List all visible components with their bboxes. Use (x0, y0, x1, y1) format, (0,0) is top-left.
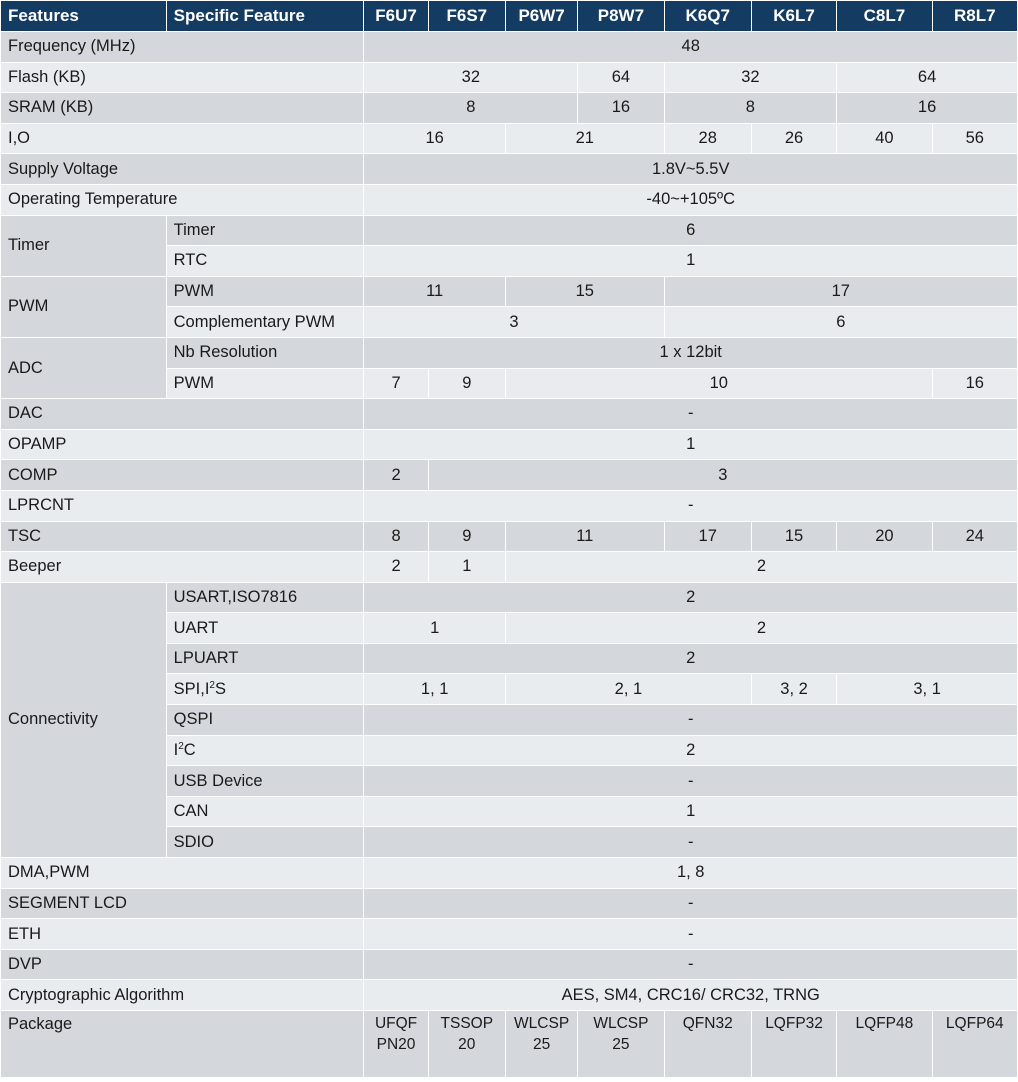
package-cell (837, 1011, 932, 1078)
package-line: PN20 (376, 1036, 416, 1053)
cell-value: 2 (364, 643, 1018, 674)
cell-value: 2 (364, 460, 428, 491)
feature-label: COMP (1, 460, 364, 491)
sub-feature-label: USB Device (166, 766, 364, 797)
package-line: LQFP48 (855, 1015, 914, 1032)
sub-feature-label: CAN (166, 796, 364, 827)
feature-label: DAC (1, 399, 364, 430)
cell-value: 2 (364, 582, 1018, 613)
cell-value: - (364, 919, 1018, 950)
table-row (1, 552, 1018, 583)
table-row (1, 582, 1018, 613)
table-row (1, 490, 1018, 521)
sub-feature-label: SDIO (166, 827, 364, 858)
cell-value: 1 (364, 613, 506, 644)
cell-value: 17 (664, 521, 751, 552)
feature-label: Cryptographic Algorithm (1, 980, 364, 1011)
cell-value: 1 (364, 796, 1018, 827)
package-line: 20 (458, 1036, 476, 1053)
cell-value: 8 (364, 93, 578, 124)
feature-label: OPAMP (1, 429, 364, 460)
cell-value: 8 (664, 93, 837, 124)
cell-value: - (364, 766, 1018, 797)
package-line: QFN32 (682, 1015, 733, 1032)
header-model: K6L7 (751, 1, 836, 32)
header-features: Features (1, 1, 167, 32)
cell-value: 20 (837, 521, 932, 552)
header-model: K6Q7 (664, 1, 751, 32)
label-text: SPI,I (173, 679, 210, 698)
cell-value: 32 (364, 62, 578, 93)
feature-label: PWM (1, 276, 167, 337)
cell-value: 32 (664, 62, 837, 93)
cell-value: 26 (751, 123, 836, 154)
table-row (1, 980, 1018, 1011)
sub-feature-label: PWM (166, 368, 364, 399)
package-cell (932, 1011, 1017, 1078)
sub-feature-label: RTC (166, 246, 364, 277)
sub-feature-label: Timer (166, 215, 364, 246)
cell-value: 11 (364, 276, 506, 307)
sub-feature-label: PWM (166, 276, 364, 307)
superscript: 2 (178, 740, 184, 752)
table-row (1, 184, 1018, 215)
header-model: F6U7 (364, 1, 428, 32)
cell-value: 2 (505, 552, 1017, 583)
cell-value: - (364, 949, 1018, 980)
sub-feature-label (166, 674, 364, 705)
label-text: C (183, 740, 196, 759)
table-row (1, 154, 1018, 185)
feature-label: ADC (1, 337, 167, 398)
cell-value: 8 (364, 521, 428, 552)
cell-value: 3 (428, 460, 1017, 491)
feature-label: DMA,PWM (1, 858, 364, 889)
cell-value: 2 (364, 552, 428, 583)
cell-value: 1 (364, 429, 1018, 460)
cell-value: 1.8V~5.5V (364, 154, 1018, 185)
cell-value: 16 (364, 123, 506, 154)
header-specific-feature: Specific Feature (166, 1, 364, 32)
cell-value: 1 (428, 552, 505, 583)
package-line: 25 (532, 1036, 551, 1053)
table-row (1, 276, 1018, 307)
label-text: I (173, 740, 179, 759)
package-line: LQFP64 (945, 1015, 1004, 1032)
cell-value: 2, 1 (505, 674, 751, 705)
cell-value: 64 (578, 62, 664, 93)
feature-label: Connectivity (1, 582, 167, 857)
table-row (1, 919, 1018, 950)
cell-value: -40~+105ºC (364, 184, 1018, 215)
table-row (1, 93, 1018, 124)
cell-value: 2 (364, 735, 1018, 766)
cell-value: 40 (837, 123, 932, 154)
cell-value: 3, 1 (837, 674, 1018, 705)
feature-label: ETH (1, 919, 364, 950)
table-row (1, 460, 1018, 491)
package-line: TSSOP (440, 1015, 494, 1032)
package-line: LQFP32 (765, 1015, 823, 1032)
cell-value: 10 (505, 368, 932, 399)
package-line: WLCSP (514, 1015, 570, 1032)
feature-label: Timer (1, 215, 167, 276)
cell-value: 24 (932, 521, 1017, 552)
header-model: P8W7 (578, 1, 664, 32)
table-row (1, 337, 1018, 368)
package-line: 25 (612, 1036, 630, 1053)
table-row (1, 123, 1018, 154)
package-cell (578, 1011, 664, 1078)
feature-label: Package (1, 1011, 364, 1078)
cell-value: - (364, 705, 1018, 736)
package-line: UFQF (374, 1015, 418, 1032)
cell-value: 21 (505, 123, 664, 154)
cell-value: 3, 2 (751, 674, 836, 705)
cell-value: 15 (751, 521, 836, 552)
package-cell (664, 1011, 751, 1078)
sub-feature-label: QSPI (166, 705, 364, 736)
feature-label: TSC (1, 521, 364, 552)
package-cell (428, 1011, 505, 1078)
feature-label: LPRCNT (1, 490, 364, 521)
feature-label: SEGMENT LCD (1, 888, 364, 919)
table-row (1, 521, 1018, 552)
cell-value: 9 (428, 368, 505, 399)
feature-label: Flash (KB) (1, 62, 364, 93)
cell-value: 64 (837, 62, 1018, 93)
label-text: S (214, 679, 226, 698)
sub-feature-label (166, 735, 364, 766)
cell-value: 56 (932, 123, 1017, 154)
header-model: P6W7 (505, 1, 577, 32)
feature-label: DVP (1, 949, 364, 980)
feature-label: SRAM (KB) (1, 93, 364, 124)
table-row (1, 32, 1018, 63)
sub-feature-label: LPUART (166, 643, 364, 674)
cell-value: 17 (664, 276, 1017, 307)
cell-value: - (364, 827, 1018, 858)
cell-value: 7 (364, 368, 428, 399)
cell-value: 1 x 12bit (364, 337, 1018, 368)
cell-value: 11 (505, 521, 664, 552)
sub-feature-label: UART (166, 613, 364, 644)
sub-feature-label: Nb Resolution (166, 337, 364, 368)
cell-value: 16 (932, 368, 1017, 399)
sub-feature-label: Complementary PWM (166, 307, 364, 338)
feature-label: Supply Voltage (1, 154, 364, 185)
table-row (1, 949, 1018, 980)
package-cell (751, 1011, 836, 1078)
table-row (1, 215, 1018, 246)
cell-value: 2 (505, 613, 1017, 644)
cell-value: 1 (364, 246, 1018, 277)
cell-value: - (364, 888, 1018, 919)
cell-value: 15 (505, 276, 664, 307)
header-model: R8L7 (932, 1, 1017, 32)
cell-value: 1, 1 (364, 674, 506, 705)
cell-value: 6 (664, 307, 1017, 338)
feature-label: Operating Temperature (1, 184, 364, 215)
feature-label: Beeper (1, 552, 364, 583)
table-row (1, 888, 1018, 919)
header-model: F6S7 (428, 1, 505, 32)
superscript: 2 (209, 679, 215, 691)
cell-value: 16 (578, 93, 664, 124)
package-cell (505, 1011, 577, 1078)
table-row (1, 1011, 1018, 1078)
feature-label: I,O (1, 123, 364, 154)
package-line: WLCSP (593, 1015, 649, 1032)
table-row (1, 62, 1018, 93)
cell-value: 1, 8 (364, 858, 1018, 889)
sub-feature-label: USART,ISO7816 (166, 582, 364, 613)
cell-value: 6 (364, 215, 1018, 246)
cell-value: - (364, 399, 1018, 430)
feature-label: Frequency (MHz) (1, 32, 364, 63)
header-row (1, 1, 1018, 32)
package-cell (364, 1011, 428, 1078)
header-model: C8L7 (837, 1, 932, 32)
cell-value: - (364, 490, 1018, 521)
table-row (1, 429, 1018, 460)
cell-value: 48 (364, 32, 1018, 63)
cell-value: AES, SM4, CRC16/ CRC32, TRNG (364, 980, 1018, 1011)
table-row (1, 858, 1018, 889)
cell-value: 16 (837, 93, 1018, 124)
table-row (1, 399, 1018, 430)
cell-value: 28 (664, 123, 751, 154)
cell-value: 9 (428, 521, 505, 552)
cell-value: 3 (364, 307, 664, 338)
